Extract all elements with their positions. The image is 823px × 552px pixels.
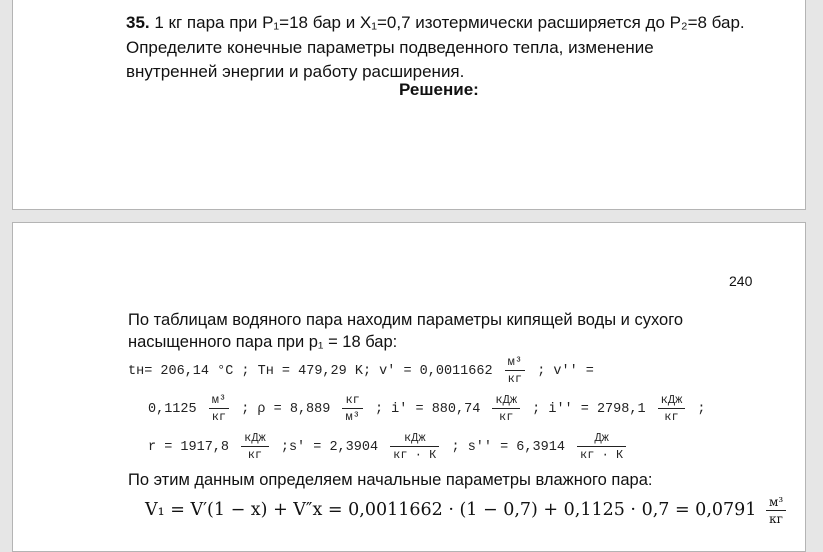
unit-denominator: кг — [247, 448, 263, 462]
unit-denominator: кг — [769, 512, 783, 526]
vpp-value: 0,1125 — [148, 402, 197, 418]
unit-denominator: кг — [664, 410, 679, 424]
unit-numerator: кДж — [390, 431, 439, 447]
rho-value: ; ρ = 8,889 — [241, 402, 331, 418]
unit-numerator: м³ — [766, 495, 786, 511]
problem-line-2: Определите конечные параметры подведенного тепла, изменение — [126, 38, 654, 57]
sp-value: ;s' = 2,3904 — [280, 440, 379, 456]
problem-line-1 — [126, 11, 745, 35]
unit-fraction — [577, 431, 626, 462]
spp-value: ; s'' = 6,3914 — [451, 440, 565, 456]
unit-numerator: кДж — [241, 431, 269, 447]
problem-number: 35. — [126, 13, 150, 32]
unit-fraction — [505, 355, 525, 386]
params-row-1 — [128, 355, 594, 386]
unit-denominator: кг — [211, 410, 227, 424]
semicolon: ; — [697, 402, 706, 418]
page-number: 240 — [729, 273, 753, 289]
unit-numerator: кДж — [658, 393, 686, 409]
intro-line-2: насыщенного пара при p₁ = 18 бар: — [128, 333, 398, 351]
formula-unit-fraction — [766, 495, 786, 526]
unit-denominator: кг — [507, 372, 523, 386]
ipp-value: ; i'' = 2798,1 — [532, 402, 646, 418]
unit-denominator: кг · К — [393, 448, 437, 462]
unit-denominator: кг — [499, 410, 514, 424]
unit-denominator: кг · К — [580, 448, 624, 462]
intro-line-1: По таблицам водяного пара находим параметры кипящей воды и сухого — [128, 311, 684, 329]
unit-fraction — [658, 393, 686, 424]
formula-expression: V₁ = V′(1 − x) + V″x = 0,0011662 · (1 − 0,7) + 0,1125 · 0,7 = 0,0791 — [145, 500, 757, 520]
unit-fraction — [390, 431, 439, 462]
unit-numerator: кг — [342, 393, 362, 409]
formula-v1 — [145, 495, 790, 526]
unit-fraction — [492, 393, 520, 424]
document-page-2 — [12, 222, 806, 552]
unit-numerator: м³ — [505, 355, 525, 371]
unit-numerator: Дж — [577, 431, 626, 447]
problem-line-3: внутренней энергии и работу расширения. — [126, 62, 465, 81]
unit-fraction — [342, 393, 362, 424]
unit-numerator: м³ — [209, 393, 229, 409]
params-row-2 — [148, 393, 706, 424]
unit-fraction — [241, 431, 269, 462]
solution-heading: Решение: — [399, 80, 479, 99]
document-page-1 — [12, 0, 806, 210]
vpp-label: ; v'' = — [537, 364, 594, 380]
problem-text-1: 1 кг пара при P₁=18 бар и X₁=0,7 изотермически расширяется до P₂=8 бар. — [154, 13, 745, 32]
tn-value: tн= 206,14 °C ; Tн = 479,29 K; v' = 0,0011662 — [128, 364, 493, 380]
ip-value: ; i' = 880,74 — [374, 402, 481, 418]
r-value: r = 1917,8 — [148, 440, 230, 456]
unit-fraction — [209, 393, 229, 424]
unit-numerator: кДж — [492, 393, 520, 409]
unit-denominator: м³ — [345, 410, 360, 424]
text-line-2: По этим данным определяем начальные параметры влажного пара: — [128, 471, 653, 489]
params-row-3 — [148, 431, 630, 462]
